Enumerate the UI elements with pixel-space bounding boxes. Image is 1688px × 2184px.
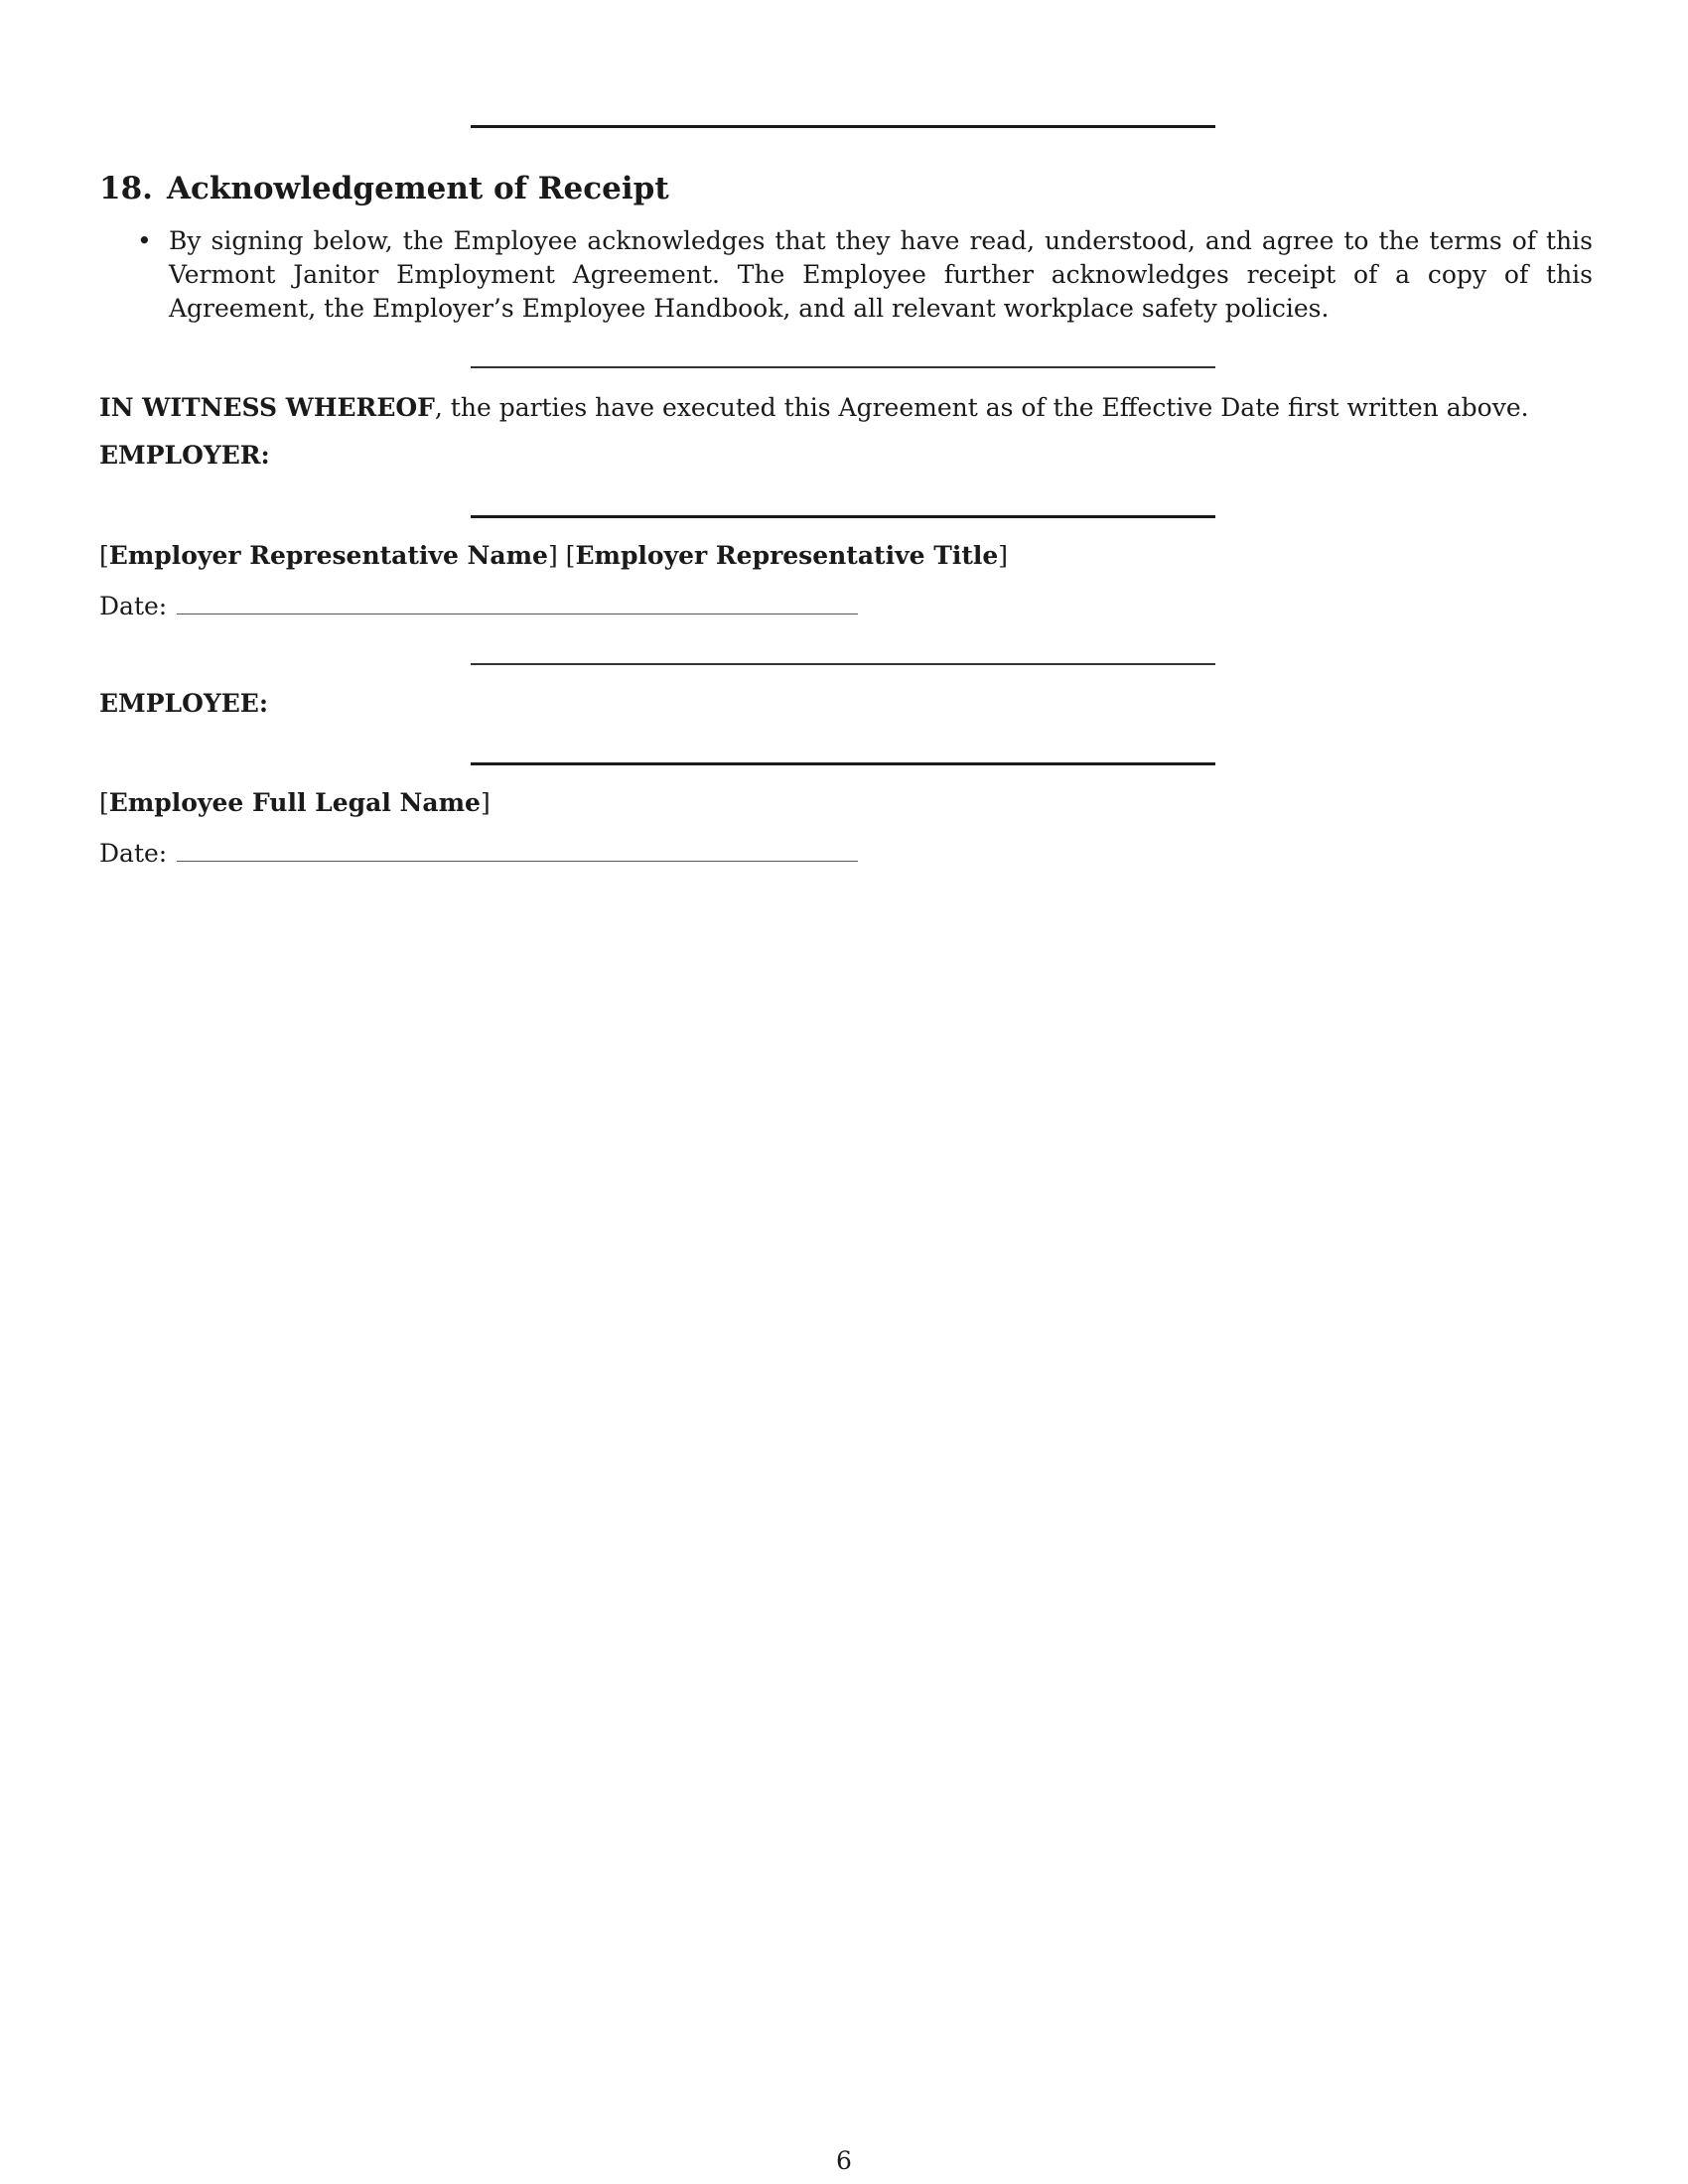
employee-label: EMPLOYEE: (99, 689, 269, 718)
acknowledgement-list (99, 224, 1593, 326)
bullet-icon: • (137, 226, 152, 255)
acknowledgement-text: By signing below, the Employee acknowledges that they have read, understood, and agree to the terms of this Vermont Janitor Employment Agreement. The Employee further acknowledges receipt of a copy of this Agreement, the Employer’s Employee Handbook, and all relevant workplace safety policies. (169, 226, 1593, 323)
employee-signature-line[interactable] (471, 762, 1215, 765)
employer-date-row (99, 592, 858, 620)
employer-date-field[interactable] (177, 596, 858, 614)
page-number: 6 (836, 2146, 852, 2175)
employee-divider (471, 663, 1215, 665)
top-divider (471, 125, 1215, 128)
employee-name-row: [Employee Full Legal Name] (99, 788, 491, 817)
witness-lead: IN WITNESS WHEREOF (99, 393, 435, 422)
employer-rep-name: Employer Representative Name (108, 541, 548, 570)
employee-date-label: Date: (99, 839, 168, 868)
section-title: Acknowledgement of Receipt (166, 171, 669, 206)
signature-divider (471, 366, 1215, 368)
witness-statement (99, 393, 1529, 422)
employee-date-row (99, 839, 858, 868)
employer-representative: [Employer Representative Name] [Employer Representative Title] (99, 541, 1009, 570)
employee-name: Employee Full Legal Name (108, 788, 481, 817)
section-number: 18. (99, 171, 153, 206)
list-item (99, 224, 1593, 326)
employer-signature-line[interactable] (471, 515, 1215, 518)
witness-text: , the parties have executed this Agreement as of the Effective Date first written above. (434, 393, 1529, 422)
employer-date-label: Date: (99, 592, 168, 620)
employer-label: EMPLOYER: (99, 441, 270, 470)
section-heading (99, 171, 669, 206)
employee-date-field[interactable] (177, 843, 858, 862)
employer-rep-title: Employer Representative Title (575, 541, 999, 570)
